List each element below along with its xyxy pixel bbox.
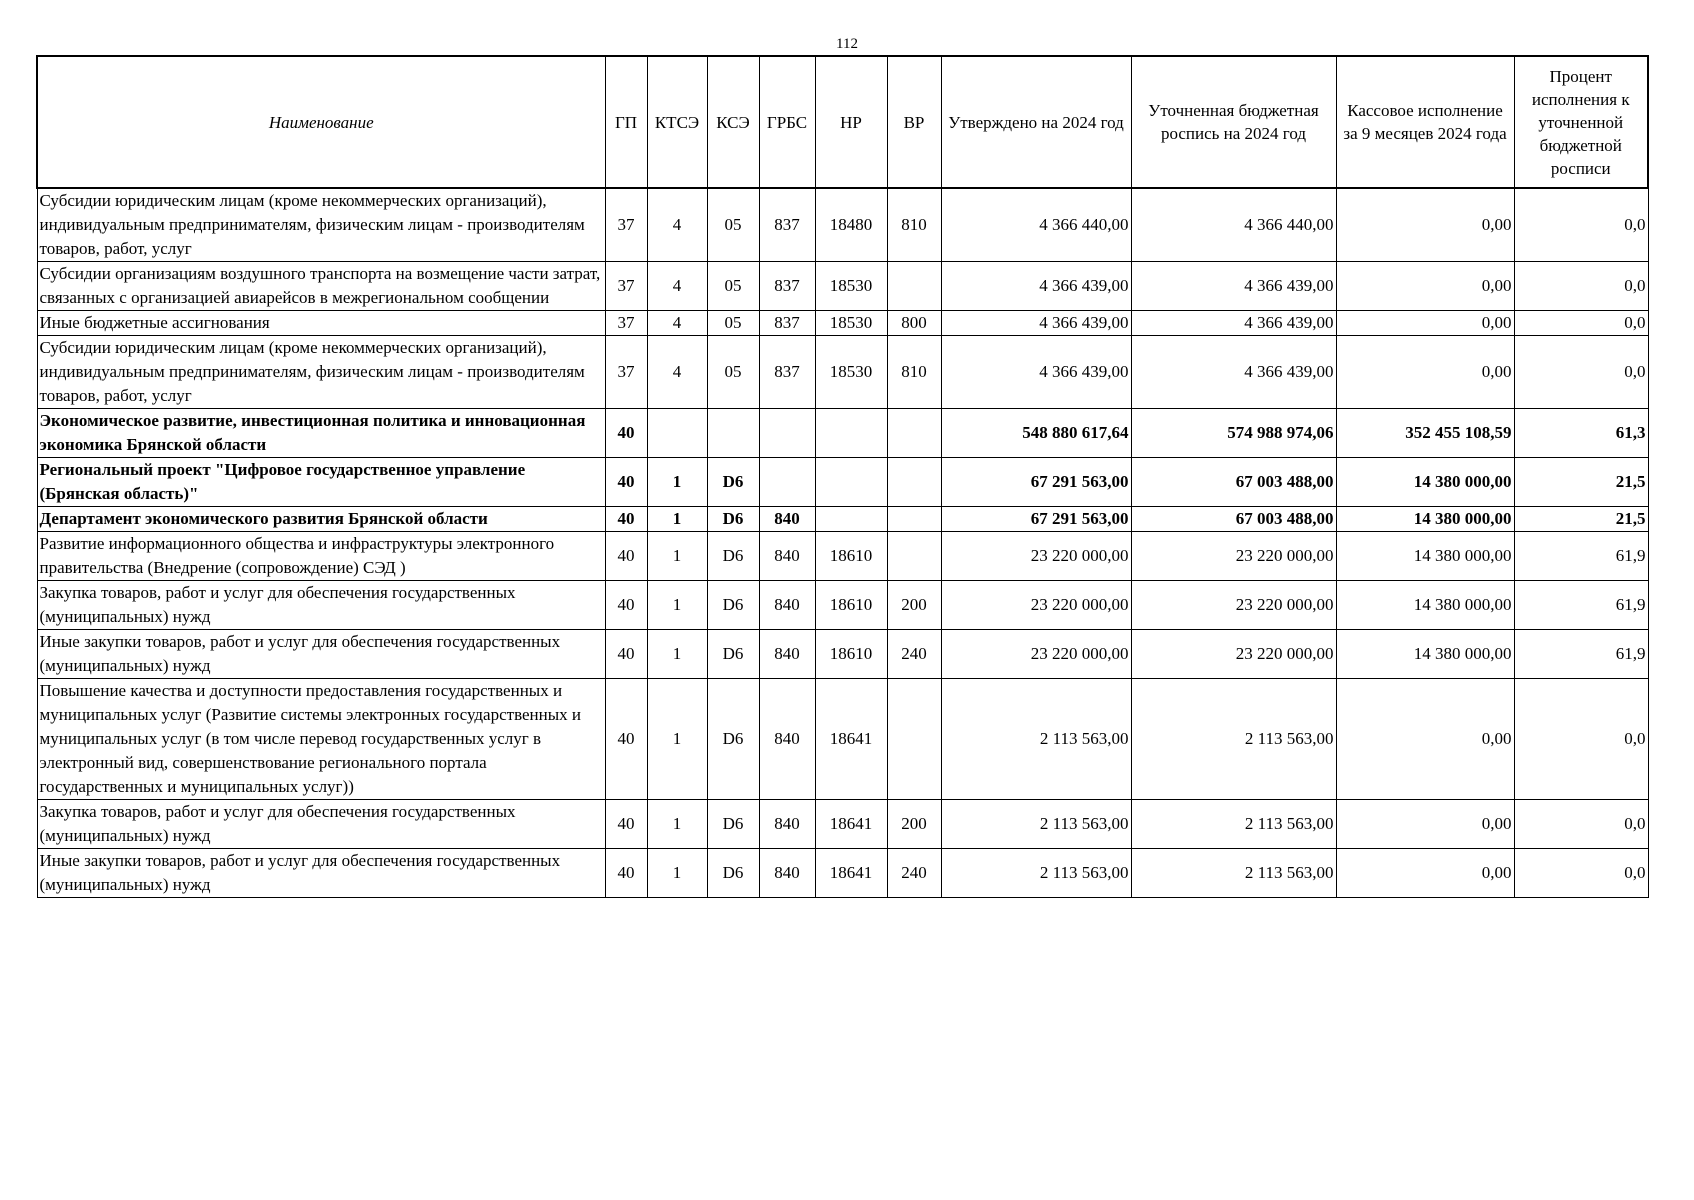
cell-refined: 23 220 000,00 [1131,532,1336,581]
row-name: Развитие информационного общества и инфраструктуры электронного правительства (Внедрение (сопровождение) СЭД ) [37,532,605,581]
cell-cash: 0,00 [1336,679,1514,800]
header-ktse: КТСЭ [647,56,707,188]
table-row [37,849,1648,898]
cell-refined: 23 220 000,00 [1131,581,1336,630]
row-name: Повышение качества и доступности предоставления государственных и муниципальных услуг (Развитие системы электронных государственных и муниципальных услуг (в том числе перевод государственных услуг в электронный вид, совершенствование регионального портала государственных и муниципальных услуг)) [37,679,605,800]
cell-gp: 40 [605,800,647,849]
cell-ktse: 1 [647,679,707,800]
cell-kse: 05 [707,311,759,336]
cell-ktse: 4 [647,311,707,336]
cell-gp: 40 [605,679,647,800]
table-row [37,800,1648,849]
row-name: Экономическое развитие, инвестиционная политика и инновационная экономика Брянской области [37,409,605,458]
cell-refined: 574 988 974,06 [1131,409,1336,458]
cell-nr: 18641 [815,679,887,800]
cell-ktse: 1 [647,581,707,630]
header-refined: Уточненная бюджетная роспись на 2024 год [1131,56,1336,188]
cell-approved: 2 113 563,00 [941,800,1131,849]
row-name: Региональный проект "Цифровое государственное управление (Брянская область)" [37,458,605,507]
cell-nr: 18610 [815,581,887,630]
cell-vr: 240 [887,630,941,679]
cell-nr: 18530 [815,311,887,336]
cell-ktse: 1 [647,800,707,849]
cell-approved: 4 366 439,00 [941,311,1131,336]
cell-grbs: 837 [759,188,815,262]
header-nr: НР [815,56,887,188]
cell-vr [887,458,941,507]
row-name: Иные бюджетные ассигнования [37,311,605,336]
cell-cash: 0,00 [1336,800,1514,849]
table-row [37,336,1648,409]
cell-grbs: 837 [759,262,815,311]
cell-cash: 352 455 108,59 [1336,409,1514,458]
cell-grbs: 837 [759,336,815,409]
cell-kse: D6 [707,849,759,898]
cell-vr [887,679,941,800]
cell-grbs: 840 [759,532,815,581]
cell-cash: 0,00 [1336,311,1514,336]
cell-cash: 14 380 000,00 [1336,507,1514,532]
cell-refined: 67 003 488,00 [1131,458,1336,507]
cell-grbs [759,409,815,458]
cell-percent: 0,0 [1514,311,1648,336]
cell-percent: 61,9 [1514,581,1648,630]
cell-gp: 37 [605,336,647,409]
cell-cash: 0,00 [1336,262,1514,311]
header-cash: Кассовое исполнение за 9 месяцев 2024 года [1336,56,1514,188]
cell-percent: 0,0 [1514,336,1648,409]
cell-gp: 40 [605,532,647,581]
cell-ktse: 1 [647,532,707,581]
table-row [37,679,1648,800]
cell-refined: 2 113 563,00 [1131,679,1336,800]
cell-approved: 23 220 000,00 [941,532,1131,581]
cell-kse: D6 [707,581,759,630]
cell-gp: 37 [605,311,647,336]
cell-vr: 810 [887,336,941,409]
cell-refined: 4 366 440,00 [1131,188,1336,262]
cell-ktse: 1 [647,849,707,898]
cell-cash: 14 380 000,00 [1336,581,1514,630]
cell-percent: 0,0 [1514,679,1648,800]
cell-percent: 0,0 [1514,262,1648,311]
table-row [37,458,1648,507]
cell-kse: 05 [707,188,759,262]
row-name: Иные закупки товаров, работ и услуг для обеспечения государственных (муниципальных) нужд [37,630,605,679]
cell-approved: 67 291 563,00 [941,507,1131,532]
cell-nr: 18641 [815,800,887,849]
row-name: Закупка товаров, работ и услуг для обеспечения государственных (муниципальных) нужд [37,800,605,849]
header-percent: Процент исполнения к уточненной бюджетной росписи [1514,56,1648,188]
cell-vr: 810 [887,188,941,262]
cell-nr: 18610 [815,630,887,679]
cell-nr: 18610 [815,532,887,581]
cell-nr: 18480 [815,188,887,262]
cell-grbs [759,458,815,507]
cell-gp: 40 [605,507,647,532]
cell-ktse [647,409,707,458]
table-row [37,507,1648,532]
cell-gp: 40 [605,581,647,630]
header-approved: Утверждено на 2024 год [941,56,1131,188]
header-grbs: ГРБС [759,56,815,188]
cell-ktse: 4 [647,262,707,311]
header-vr: ВР [887,56,941,188]
cell-ktse: 1 [647,458,707,507]
cell-kse: D6 [707,458,759,507]
cell-gp: 40 [605,849,647,898]
cell-grbs: 840 [759,581,815,630]
cell-vr [887,532,941,581]
table-row [37,581,1648,630]
cell-refined: 67 003 488,00 [1131,507,1336,532]
cell-ktse: 1 [647,507,707,532]
cell-gp: 37 [605,188,647,262]
cell-refined: 23 220 000,00 [1131,630,1336,679]
header-name: Наименование [37,56,605,188]
cell-refined: 4 366 439,00 [1131,336,1336,409]
cell-cash: 0,00 [1336,336,1514,409]
cell-vr: 200 [887,581,941,630]
cell-nr [815,507,887,532]
cell-vr [887,409,941,458]
cell-grbs: 840 [759,849,815,898]
cell-kse: D6 [707,532,759,581]
cell-percent: 0,0 [1514,188,1648,262]
cell-ktse: 1 [647,630,707,679]
cell-percent: 21,5 [1514,507,1648,532]
cell-cash: 14 380 000,00 [1336,458,1514,507]
row-name: Субсидии юридическим лицам (кроме некоммерческих организаций), индивидуальным предпринимателям, физическим лицам - производителям товаров, работ, услуг [37,336,605,409]
cell-gp: 40 [605,458,647,507]
cell-refined: 2 113 563,00 [1131,849,1336,898]
header-kse: КСЭ [707,56,759,188]
cell-vr: 200 [887,800,941,849]
cell-cash: 0,00 [1336,188,1514,262]
cell-vr [887,507,941,532]
cell-cash: 0,00 [1336,849,1514,898]
row-name: Субсидии организациям воздушного транспорта на возмещение части затрат, связанных с организацией авиарейсов в межрегиональном сообщении [37,262,605,311]
cell-approved: 23 220 000,00 [941,581,1131,630]
cell-percent: 0,0 [1514,849,1648,898]
table-row [37,262,1648,311]
page-number: 112 [836,36,858,52]
budget-table [36,55,1649,898]
table-row [37,188,1648,262]
cell-nr: 18641 [815,849,887,898]
cell-grbs: 840 [759,800,815,849]
cell-approved: 4 366 439,00 [941,262,1131,311]
cell-gp: 40 [605,409,647,458]
cell-vr: 800 [887,311,941,336]
cell-refined: 4 366 439,00 [1131,262,1336,311]
cell-percent: 61,9 [1514,630,1648,679]
cell-vr: 240 [887,849,941,898]
cell-approved: 2 113 563,00 [941,679,1131,800]
cell-grbs: 840 [759,630,815,679]
table-row [37,532,1648,581]
cell-grbs: 840 [759,679,815,800]
table-body [37,188,1648,898]
cell-percent: 0,0 [1514,800,1648,849]
cell-vr [887,262,941,311]
cell-approved: 4 366 440,00 [941,188,1131,262]
cell-approved: 67 291 563,00 [941,458,1131,507]
cell-gp: 37 [605,262,647,311]
cell-refined: 2 113 563,00 [1131,800,1336,849]
cell-refined: 4 366 439,00 [1131,311,1336,336]
cell-approved: 548 880 617,64 [941,409,1131,458]
cell-percent: 21,5 [1514,458,1648,507]
cell-kse [707,409,759,458]
table-row [37,630,1648,679]
cell-percent: 61,9 [1514,532,1648,581]
cell-approved: 2 113 563,00 [941,849,1131,898]
cell-nr: 18530 [815,262,887,311]
cell-gp: 40 [605,630,647,679]
cell-approved: 4 366 439,00 [941,336,1131,409]
cell-kse: 05 [707,262,759,311]
cell-nr [815,409,887,458]
cell-percent: 61,3 [1514,409,1648,458]
cell-approved: 23 220 000,00 [941,630,1131,679]
cell-kse: D6 [707,507,759,532]
cell-cash: 14 380 000,00 [1336,630,1514,679]
cell-grbs: 840 [759,507,815,532]
cell-kse: D6 [707,630,759,679]
row-name: Закупка товаров, работ и услуг для обеспечения государственных (муниципальных) нужд [37,581,605,630]
cell-kse: 05 [707,336,759,409]
cell-grbs: 837 [759,311,815,336]
table-row [37,311,1648,336]
row-name: Субсидии юридическим лицам (кроме некоммерческих организаций), индивидуальным предпринимателям, физическим лицам - производителям товаров, работ, услуг [37,188,605,262]
cell-nr: 18530 [815,336,887,409]
cell-cash: 14 380 000,00 [1336,532,1514,581]
cell-nr [815,458,887,507]
table-header-row [37,56,1648,188]
table-row [37,409,1648,458]
cell-ktse: 4 [647,188,707,262]
row-name: Иные закупки товаров, работ и услуг для обеспечения государственных (муниципальных) нужд [37,849,605,898]
cell-ktse: 4 [647,336,707,409]
cell-kse: D6 [707,679,759,800]
header-gp: ГП [605,56,647,188]
row-name: Департамент экономического развития Брянской области [37,507,605,532]
cell-kse: D6 [707,800,759,849]
